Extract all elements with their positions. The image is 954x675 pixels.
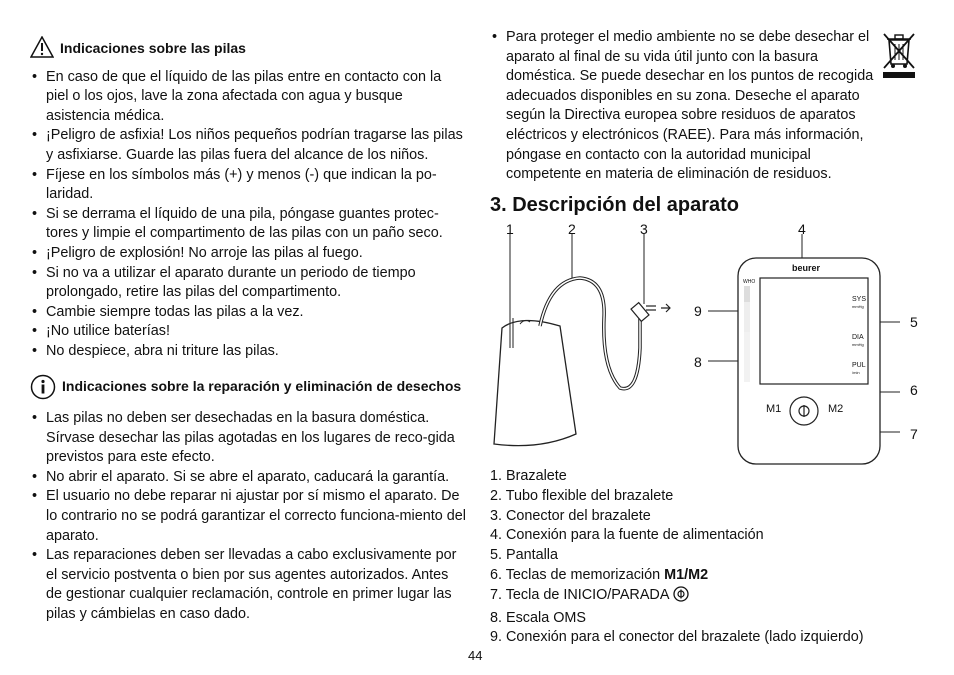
pul-label: PUL [852, 362, 866, 369]
warning-triangle-icon [30, 36, 54, 64]
list-item: • El usuario no debe reparar ni ajustar por sí mismo el aparato. De lo contrario no se podrá garantizar el correcto funciona-miento del aparato. [30, 487, 466, 546]
m2-key-label: M2 [828, 403, 844, 415]
right-column [490, 28, 926, 185]
list-item: 1. Brazalete [490, 468, 567, 484]
batteries-list [30, 68, 466, 362]
list-item: 8. Escala OMS [490, 609, 586, 626]
m1-key-label: M1 [766, 403, 782, 415]
environment-list [490, 28, 874, 185]
device-diagram [480, 218, 940, 468]
dia-unit: mmHg [852, 342, 864, 347]
batteries-title: Indicaciones sobre las pilas [60, 40, 246, 56]
list-item: • ¡Peligro de explosión! No arroje las pilas al fuego. [30, 244, 466, 264]
callout-8: 8 [694, 354, 702, 370]
device-drawing [480, 218, 940, 468]
list-item: • ¡Peligro de asfixia! Los niños pequeños podrían tragarse las pilas y asfixiarse. Guarde las pilas fuera del alcance de los niños. [30, 126, 466, 165]
list-item: • No abrir el aparato. Si se abre el aparato, caducará la garantía. [30, 468, 466, 488]
sys-label: SYS [852, 296, 867, 303]
list-item: 2. Tubo flexible del brazalete [490, 487, 674, 504]
list-item: • Fíjese en los símbolos más (+) y menos (-) que indican la po-laridad. [30, 166, 466, 205]
repair-list [30, 409, 466, 625]
callout-3: 3 [640, 221, 648, 237]
list-item: • Las reparaciones deben ser llevadas a cabo exclusivamente por el servicio postventa o bien por sus agentes autorizados. Antes de gestionar cualquier reclamación, controle en primer lugar las pilas y cámbielas en caso dado. [30, 546, 466, 624]
list-item: 9. Conexión para el conector del brazalete (lado izquierdo) [490, 629, 864, 646]
callout-6: 6 [910, 382, 918, 398]
dia-label: DIA [852, 334, 864, 341]
list-item: • Si se derrama el líquido de una pila, póngase guantes protec-tores y limpie el compartimento de las pilas con un paño seco. [30, 205, 466, 244]
cuff-shape [494, 320, 576, 445]
callout-1: 1 [506, 221, 514, 237]
callout-4: 4 [798, 221, 806, 237]
callout-5: 5 [910, 314, 918, 330]
list-item: 4. Conexión para la fuente de alimentación [490, 527, 764, 544]
callout-7: 7 [910, 426, 918, 442]
list-item: • Las pilas no deben ser desechadas en la basura doméstica. Sírvase desechar las pilas agotadas en los lugares de reco-gida previstos para este efecto. [30, 409, 466, 468]
list-item: • ¡No utilice baterías! [30, 322, 466, 342]
repair-heading [30, 374, 466, 406]
who-label: WHO [743, 279, 756, 285]
list-item: • Cambie siempre todas las pilas a la vez. [30, 303, 466, 323]
crossed-bin-icon [880, 30, 918, 85]
page-number: 44 [468, 648, 483, 663]
m1-label: M1 [664, 566, 685, 583]
list-item: • En caso de que el líquido de las pilas entre en contacto con la piel o los ojos, lave la zona afectada con agua y busque asistencia médica. [30, 68, 466, 127]
parts-list [490, 467, 864, 648]
pul-unit: /min [852, 370, 860, 375]
power-icon [673, 586, 689, 609]
section-title: 3. Descripción del aparato [490, 194, 739, 216]
info-circle-icon [30, 374, 56, 406]
brand-logo: beurer [792, 263, 821, 273]
list-item: 6. Teclas de memorización M1/M2 [490, 566, 709, 583]
list-item: • No despiece, abra ni triture las pilas. [30, 342, 466, 362]
list-item: 5. Pantalla [490, 547, 559, 564]
list-item: • Si no va a utilizar el aparato durante un periodo de tiempo prolongado, retire las pilas del compartimento. [30, 264, 466, 303]
list-item: • Para proteger el medio ambiente no se debe desechar el aparato al final de su vida útil junto con la basura doméstica. Se puede desechar en los puntos de recogida adecuados disponibles en su zona. Deseche el aparato según la Directiva europea sobre residuos de aparatos eléctricos y electrónicos (RAEE). Para más información, póngase en contacto con la autoridad municipal competente en materia de eliminación de residuos. [490, 28, 886, 185]
m2-label: M2 [688, 566, 709, 583]
separator: / [684, 566, 689, 583]
left-column [30, 36, 466, 625]
callout-2: 2 [568, 221, 576, 237]
sys-unit: mmHg [852, 304, 864, 309]
batteries-heading [30, 36, 466, 64]
callout-9: 9 [694, 303, 702, 319]
list-item: 7. Tecla de INICIO/PARADA [490, 586, 864, 609]
repair-title: Indicaciones sobre la reparación y eliminación de desechos [62, 377, 462, 394]
list-item: 3. Conector del brazalete [490, 507, 651, 524]
